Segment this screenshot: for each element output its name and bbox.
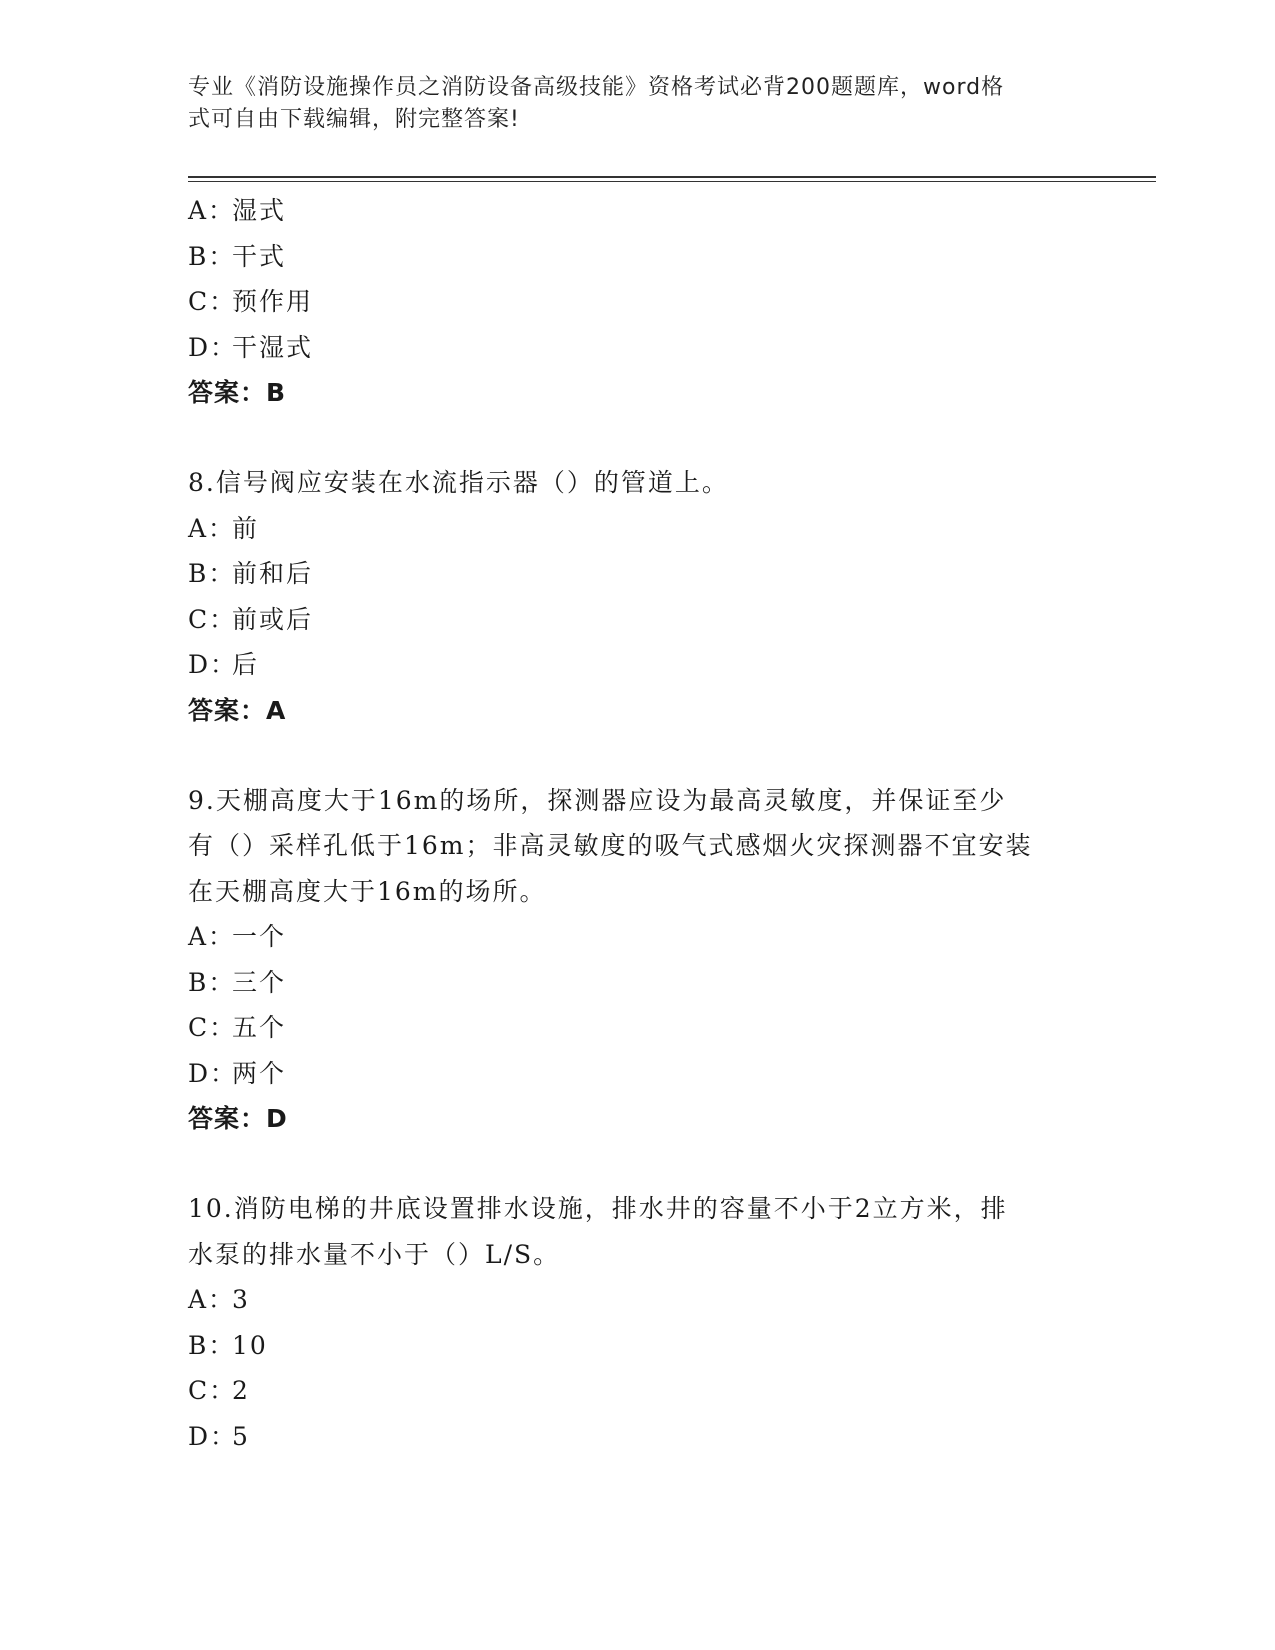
question-7 <box>188 188 1088 415</box>
question-list <box>188 188 1088 1459</box>
answer: 答案：B <box>188 378 287 407</box>
option-c: C：2 <box>188 1376 250 1405</box>
option-d: D：干湿式 <box>188 332 314 362</box>
header-line-2: 式可自由下载编辑，附完整答案! <box>188 107 520 132</box>
document-header <box>188 72 1088 136</box>
option-b: B：前和后 <box>188 559 314 588</box>
question-10 <box>188 1186 1088 1459</box>
option-a: A：3 <box>188 1285 250 1314</box>
question-text-line-2: 水泵的排水量不小于（）L/S。 <box>188 1239 561 1269</box>
option-b: B：干式 <box>188 241 287 271</box>
option-c: C：五个 <box>188 1013 287 1042</box>
option-c: C：前或后 <box>188 604 314 634</box>
option-a: A：一个 <box>188 922 287 951</box>
answer: 答案：A <box>188 695 287 725</box>
answer: 答案：D <box>188 1104 288 1133</box>
header-divider-thin <box>188 181 1156 182</box>
question-text-line-1: 10.消防电梯的井底设置排水设施，排水井的容量不小于2立方米，排 <box>188 1194 1008 1223</box>
question-8 <box>188 460 1088 733</box>
option-a: A：前 <box>188 513 260 543</box>
option-b: B：三个 <box>188 967 287 997</box>
option-b: B：10 <box>188 1330 268 1360</box>
question-text-line-1: 9.天棚高度大于16m的场所，探测器应设为最高灵敏度，并保证至少 <box>188 785 1007 815</box>
header-divider <box>188 176 1156 178</box>
option-d: D：后 <box>188 650 260 679</box>
option-d: D：5 <box>188 1421 250 1451</box>
question-text-line-2: 有（）采样孔低于16m；非高灵敏度的吸气式感烟火灾探测器不宜安装 <box>188 831 1033 860</box>
header-line-1: 专业《消防设施操作员之消防设备高级技能》资格考试必背200题题库，word格 <box>188 75 1005 100</box>
question-text-line-3: 在天棚高度大于16m的场所。 <box>188 876 547 906</box>
option-d: D：两个 <box>188 1058 287 1088</box>
question-text: 8.信号阀应安装在水流指示器（）的管道上。 <box>188 468 729 497</box>
question-9 <box>188 778 1088 1142</box>
option-c: C：预作用 <box>188 287 314 316</box>
option-a: A：湿式 <box>188 196 287 225</box>
